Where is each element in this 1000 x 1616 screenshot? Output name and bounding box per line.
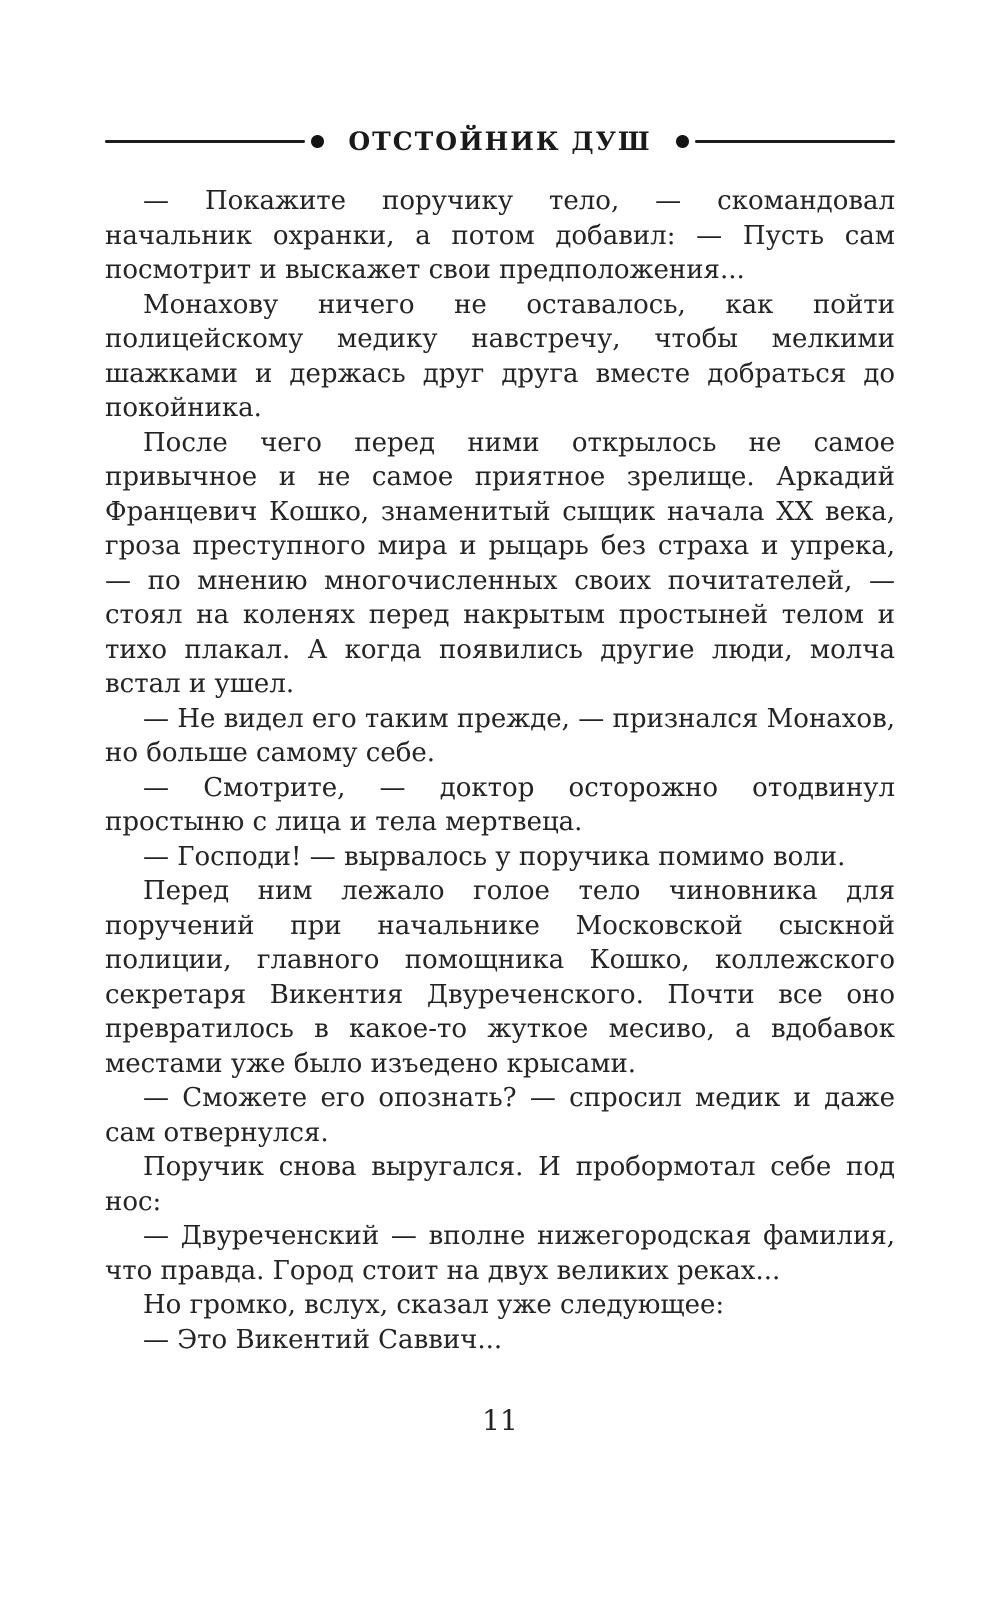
paragraph: Но громко, вслух, сказал уже следующее: xyxy=(143,1290,725,1320)
header-rule-left xyxy=(105,140,305,143)
paragraph: — Сможете его опознать? — спросил медик и даже сам отвернулся. xyxy=(105,1083,895,1148)
book-title: ОТСТОЙНИК ДУШ xyxy=(348,127,652,156)
paragraph: — Двуреченский — вполне нижегородская фамилия, что правда. Город стоит на двух великих реках... xyxy=(105,1221,895,1286)
ornament-dot-left-icon xyxy=(311,135,324,148)
paragraph: — Господи! — вырвалось у поручика помимо воли. xyxy=(143,841,846,872)
paragraph: — Покажите поручику тело, — скомандовал начальник охранки, а потом добавил: — Пусть сам посмотрит и выскажет свои предположения... xyxy=(105,186,895,285)
page-number: 11 xyxy=(482,1404,518,1437)
paragraph: — Смотрите, — доктор осторожно отодвинул простыню с лица и тела мертвеца. xyxy=(105,772,895,837)
paragraph: Перед ним лежало голое тело чиновника для поручений при начальнике Московской сыскной полиции, главного помощника Кошко, коллежского секретаря Викентия Двуреченского. Почти все оно превратилось в какое-то жуткое месиво, а вдобавок местами уже было изъедено крысами. xyxy=(105,876,895,1079)
paragraph: — Не видел его таким прежде, — признался Монахов, но больше самому себе. xyxy=(105,703,895,768)
paragraph: После чего перед ними открылось не самое привычное и не самое приятное зрелище. Аркадий Францевич Кошко, знаменитый сыщик начала XX века, гроза преступного мира и рыцарь без страха и упрека, — по мнению многочисленных своих почитателей, — стоял на коленях перед накрытым простыней телом и тихо плакал. А когда появились другие люди, молча встал и ушел. xyxy=(105,427,895,699)
paragraph: Поручик снова выругался. И пробормотал себе под нос: xyxy=(105,1152,895,1217)
paragraph: Монахову ничего не оставалось, как пойти полицейскому медику навстречу, чтобы мелкими шажками и держась друг друга вместе добраться до покойника. xyxy=(105,289,895,423)
page-text xyxy=(105,184,895,1357)
paragraph: — Это Викентий Саввич... xyxy=(143,1324,503,1355)
ornament-dot-right-icon xyxy=(676,135,689,148)
chapter-header xyxy=(105,127,895,156)
header-rule-right xyxy=(695,140,895,143)
